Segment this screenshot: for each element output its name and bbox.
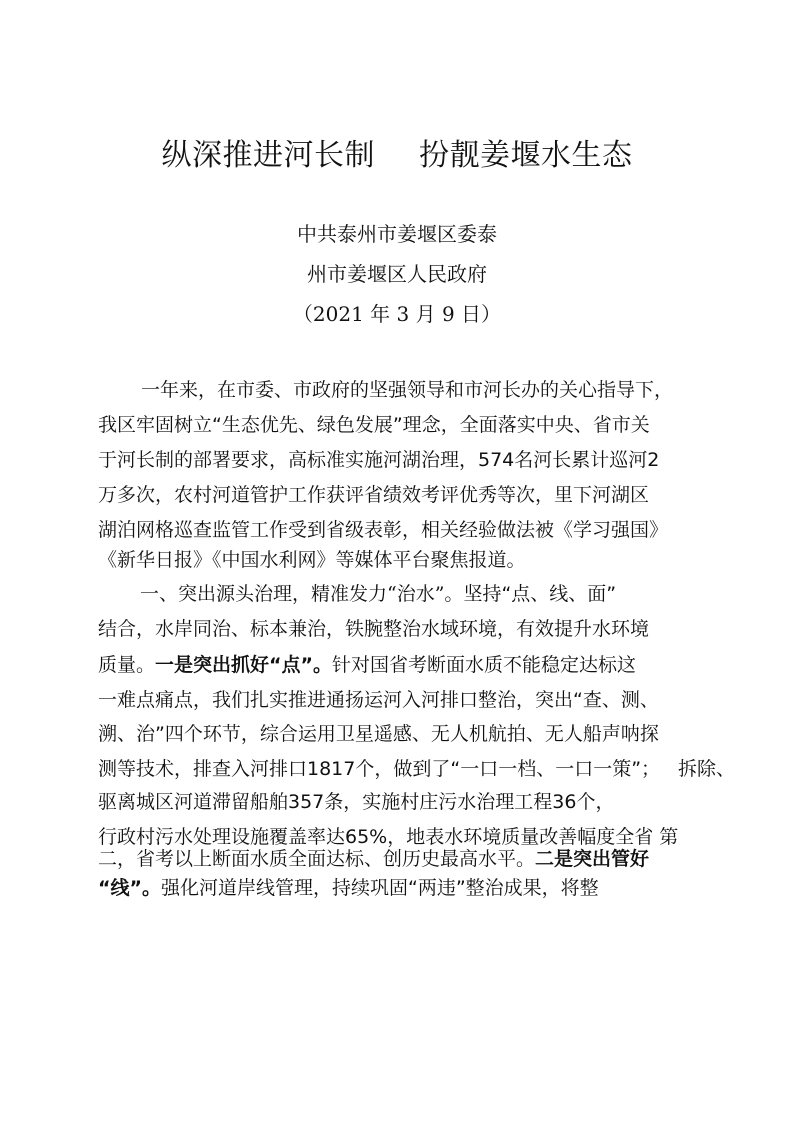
- paragraph-1-line-3: 于河长制的部署要求，高标准实施河湖治理，574名河长累计巡河2: [98, 449, 660, 471]
- paragraph-1-line-5: 湖泊网格巡查监管工作受到省级表彰，相关经验做法被《学习强国》: [98, 519, 669, 541]
- point-1-heading: 一是突出抓好“点”。: [155, 654, 332, 676]
- section-1-line-2: 结合，水岸同治、标本兼治，铁腕整治水域环境，有效提升水环境: [98, 618, 650, 640]
- section-1-line-3-b: 针对国省考断面水质不能稳定达标这: [332, 654, 637, 676]
- point-2-heading: 二是突出管好: [535, 848, 650, 870]
- paragraph-1-line-4: 万多次，农村河道管护工作获评省绩效考评优秀等次，里下河湖区: [98, 484, 650, 506]
- section-1-line-6-b: 拆除、: [678, 758, 736, 780]
- section-1-line-9-a: 二，省考以上断面水质全面达标、创历史最高水平。: [98, 848, 536, 870]
- paragraph-1-line-6: 《新华日报》《中国水利网》等媒体平台聚焦报道。: [98, 549, 526, 571]
- section-1-line-10-b: 强化河道岸线管理，持续巩固“两违”整治成果，将整: [160, 877, 599, 899]
- title-part-1: 纵深推进河长制: [161, 138, 375, 173]
- section-1-line-10: [98, 874, 718, 902]
- document-title: [0, 134, 794, 178]
- author-line-1: 中共泰州市姜堰区委泰: [297, 222, 497, 246]
- section-1-line-7: 驱离城区河道滞留船舶357条，实施村庄污水治理工程36个，: [98, 791, 615, 813]
- paragraph-1-line-2: 我区牢固树立“生态优先、绿色发展”理念，全面落实中央、省市关: [98, 414, 650, 436]
- section-1-line-3-a: 质量。: [98, 654, 156, 676]
- section-1-line-3: [98, 651, 718, 679]
- title-part-2: 扮靓姜堰水生态: [419, 138, 633, 173]
- section-1-lead: 坚持“点、线、面”: [463, 583, 617, 605]
- section-1-line-1: [140, 580, 760, 608]
- paragraph-1-line-1: 一年来，在市委、市政府的坚强领导和市河长办的关心指导下，: [141, 379, 674, 401]
- section-1-line-8: 行政村污水处理设施覆盖率达65%，地表水环境质量改善幅度全省 第: [98, 826, 679, 848]
- section-1-line-6: [98, 755, 738, 783]
- section-1-line-4: 一难点痛点，我们扎实推进通扬运河入河排口整治，突出“查、测、: [98, 689, 659, 711]
- document-date: （2021 年 3 月 9 日）: [292, 302, 502, 326]
- point-2-heading-end: “线”。: [98, 877, 161, 899]
- author-line-2: 州市姜堰区人民政府: [307, 262, 487, 286]
- section-1-line-9: [98, 845, 718, 873]
- section-1-line-5: 溯、治”四个环节，综合运用卫星遥感、无人机航拍、无人船声呐探: [98, 723, 659, 745]
- section-1-line-6-a: 测等技术，排查入河排口1817个，做到了“一口一档、一口一策”；: [98, 758, 661, 780]
- section-1-heading: 一、突出源头治理，精准发力“治水”。: [140, 583, 464, 605]
